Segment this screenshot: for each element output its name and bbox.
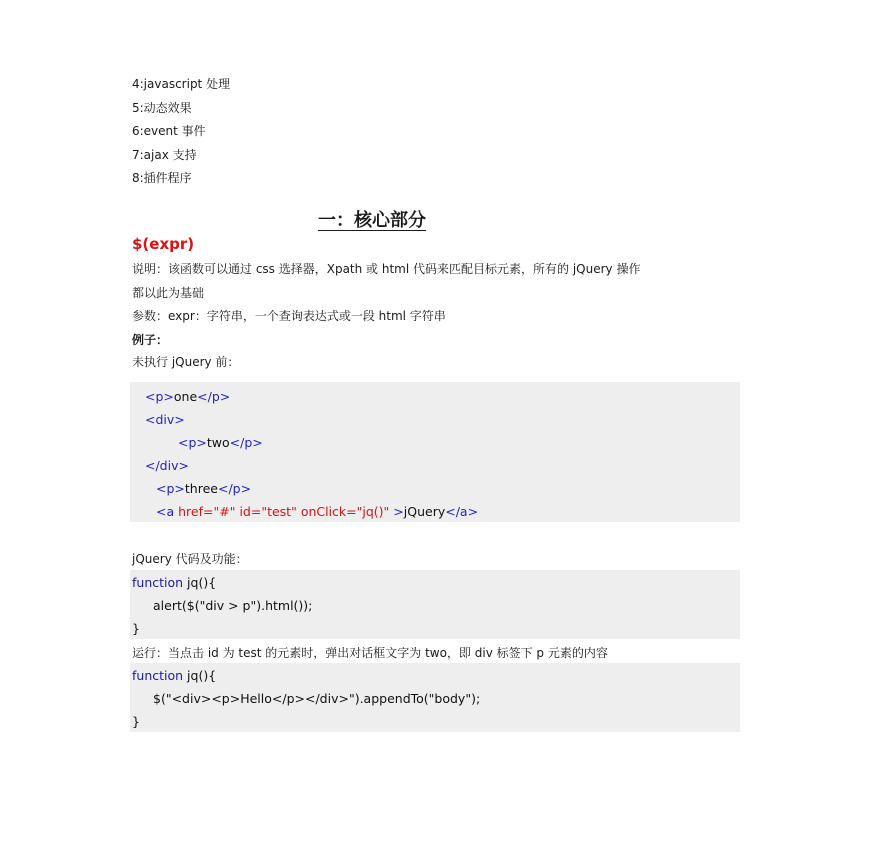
code-line: $("<div><p>Hello</p></div>").appendTo("body"); (153, 691, 481, 706)
feature-list (132, 76, 230, 194)
code-line: <a href="#" id="test" onClick="jq()" >jQuery</a> (156, 504, 479, 519)
code-line: function jq(){ (132, 575, 217, 590)
code-line: function jq(){ (132, 668, 217, 683)
description-line-2: 都以此为基础 (132, 286, 205, 300)
code-line: } (132, 714, 140, 729)
before-label: 未执行 jQuery 前： (132, 355, 240, 369)
list-item: 7:ajax 支持 (132, 147, 197, 162)
section-title: 一：核心部分 (318, 210, 426, 231)
params-text: 参数：expr：字符串，一个查询表达式或一段 html 字符串 (132, 309, 446, 323)
list-item: 6:event 事件 (132, 124, 206, 139)
example-label: 例子： (132, 333, 169, 347)
code-line: } (132, 621, 140, 636)
code-line: alert($("div > p").html()); (153, 598, 313, 613)
code-line: <div> (145, 412, 185, 427)
js-code-block-1 (130, 570, 740, 639)
run-note: 运行：当点击 id 为 test 的元素时，弹出对话框文字为 two，即 div 标签下 p 元素的内容 (132, 646, 608, 660)
code-line: <p>two</p> (178, 435, 263, 450)
code-line: <p>one</p> (145, 389, 231, 404)
js-code-block-2 (130, 663, 740, 732)
code-line: </div> (145, 458, 189, 473)
html-code-block (130, 382, 740, 522)
description-line-1: 说明：该函数可以通过 css 选择器，Xpath 或 html 代码来匹配目标元素，所有的 jQuery 操作 (132, 262, 641, 276)
list-item: 5:动态效果 (132, 100, 192, 115)
list-item: 8:插件程序 (132, 171, 192, 186)
jquery-label: jQuery 代码及功能： (132, 552, 248, 566)
function-name: $(expr) (132, 235, 195, 253)
list-item: 4:javascript 处理 (132, 77, 231, 91)
code-line: <p>three</p> (156, 481, 252, 496)
